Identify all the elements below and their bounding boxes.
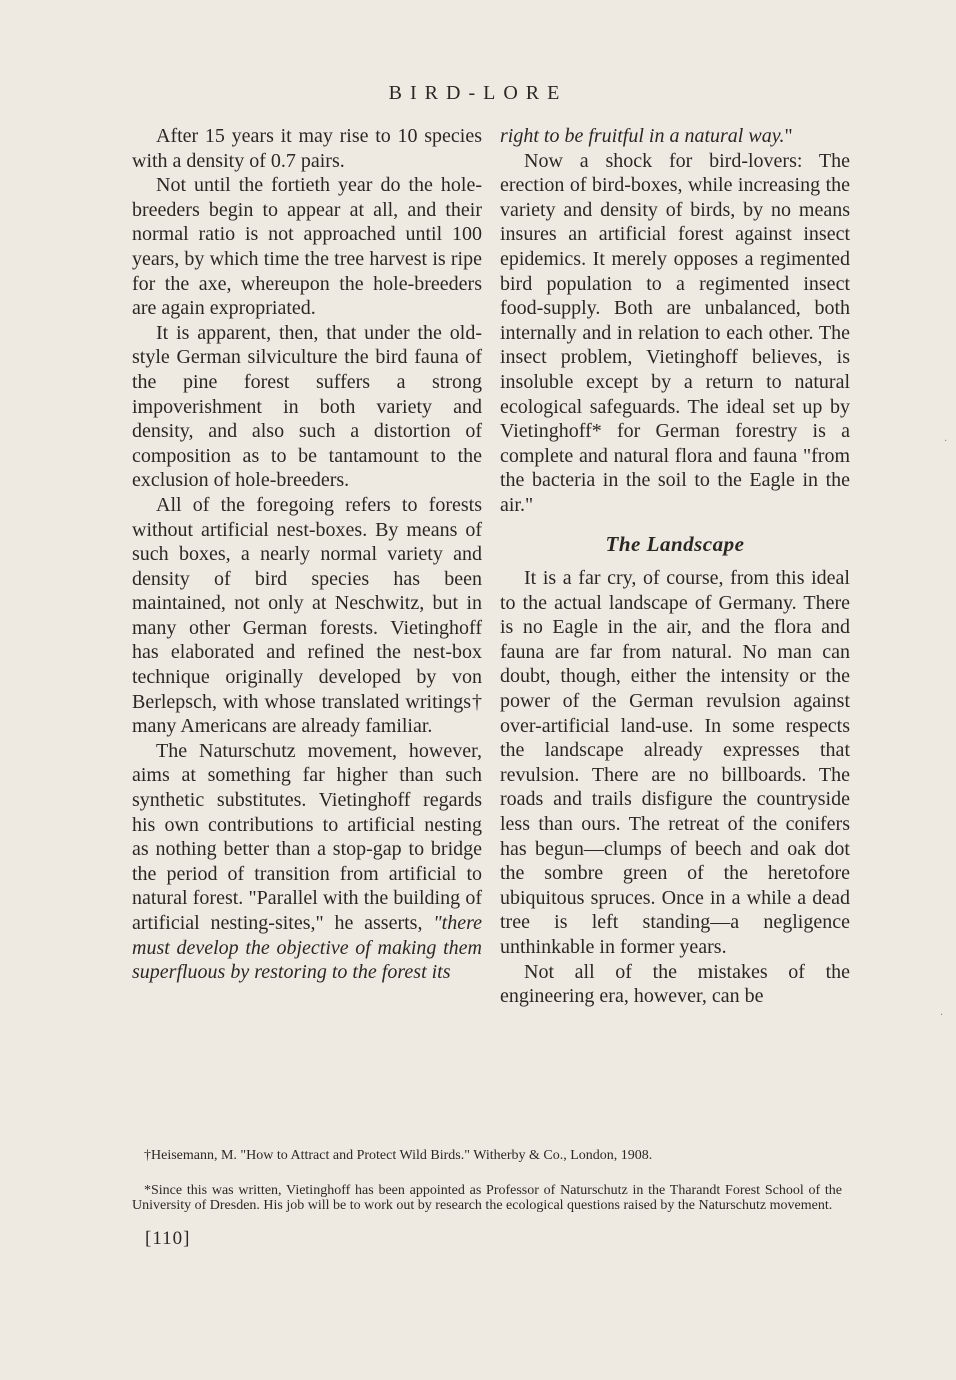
paragraph xyxy=(132,739,482,985)
paragraph: Not until the fortieth year do the hole-breeders begin to appear at all, and their normal ratio is not approached until 100 years, by which time the tree harvest is ripe for the axe, whereupon the hole-breeders are again expropriated. xyxy=(132,174,482,320)
paragraph: Not all of the mistakes of the engineering era, however, can be xyxy=(500,960,850,1008)
paragraph-text: The Naturschutz movement, however, aims at something far higher than such synthetic substitutes. Vietinghoff regards his own contributions to artificial nesting as nothing better than a stop-gap to bridge the period of transition from artificial to natural forest. "Parallel with the building of artificial nesting-sites," he asserts, xyxy=(132,739,482,934)
paragraph: It is apparent, then, that under the old-style German silviculture the bird fauna of the pine forest suffers a strong impoverishment in both variety and density, and also such a distortion of composition as to be tantamount to the exclusion of hole-breeders. xyxy=(132,321,482,492)
paragraph: After 15 years it may rise to 10 species with a density of 0.7 pairs. xyxy=(132,125,482,172)
page-number: [110] xyxy=(145,1228,191,1249)
closing-quote: " xyxy=(784,125,793,147)
footnote-dagger xyxy=(132,1148,842,1163)
paragraph: Now a shock for bird-lovers: The erection of bird-boxes, while increasing the variety and density of birds, by no means insures an artificial forest against insect epidemics. It merely opposes a regimented bird population to a regimented insect food-supply. Both are unbalanced, both internally and in relation to each other. The insect problem, Vietinghoff believes, is insoluble except by a return to natural ecological safeguards. The ideal set up by Vietinghoff* for German forestry is a complete and natural flora and fauna "from the bacteria in the soil to the Eagle in the air." xyxy=(500,149,850,516)
running-head: BIRD-LORE xyxy=(388,82,568,104)
italic-quote-end: right to be fruitful in a natural way. xyxy=(500,125,785,147)
paragraph: All of the foregoing refers to forests without artificial nest-boxes. By means of such boxes, a nearly normal variety and density of bird species has been maintained, not only at Neschwitz, but in many other German forests. Vietinghoff has elaborated and refined the nest-box technique originally developed by von Berlepsch, with whose translated writings† many Americans are already familiar. xyxy=(132,493,482,738)
footnote-text: †Heisemann, M. "How to Attract and Protect Wild Birds." Witherby & Co., London, 1908. xyxy=(144,1148,653,1163)
italic-quote: "there must develop the objective of making them superfluous by restoring to the forest its xyxy=(132,912,482,984)
paragraph-continuation xyxy=(500,124,850,149)
section-heading: The Landscape xyxy=(605,531,745,556)
right-column xyxy=(500,124,850,1009)
margin-mark: · xyxy=(940,1010,944,1021)
footnote-asterisk xyxy=(132,1183,842,1213)
footnote-text: *Since this was written, Vietinghoff has been appointed as Professor of Naturschutz in the Tharandt Forest School of the University of Dresden. His job will be to work out by research the ecological questions raised by the Naturschutz movement. xyxy=(132,1183,842,1213)
paragraph: It is a far cry, of course, from this ideal to the actual landscape of Germany. There is no Eagle in the air, and the flora and fauna are far from natural. No man can doubt, though, either the intensity or the power of the German revulsion against over-artificial land-use. In some respects the landscape already expresses that revulsion. There are no billboards. The roads and trails disfigure the countryside less than ours. The retreat of the conifers has begun—clumps of beech and oak dot the sombre green of the heretofore ubiquitous spruces. Once in a while a dead tree is left standing—a negligence unthinkable in former years. xyxy=(500,567,850,958)
margin-mark: · xyxy=(944,436,948,447)
left-column xyxy=(132,124,482,985)
